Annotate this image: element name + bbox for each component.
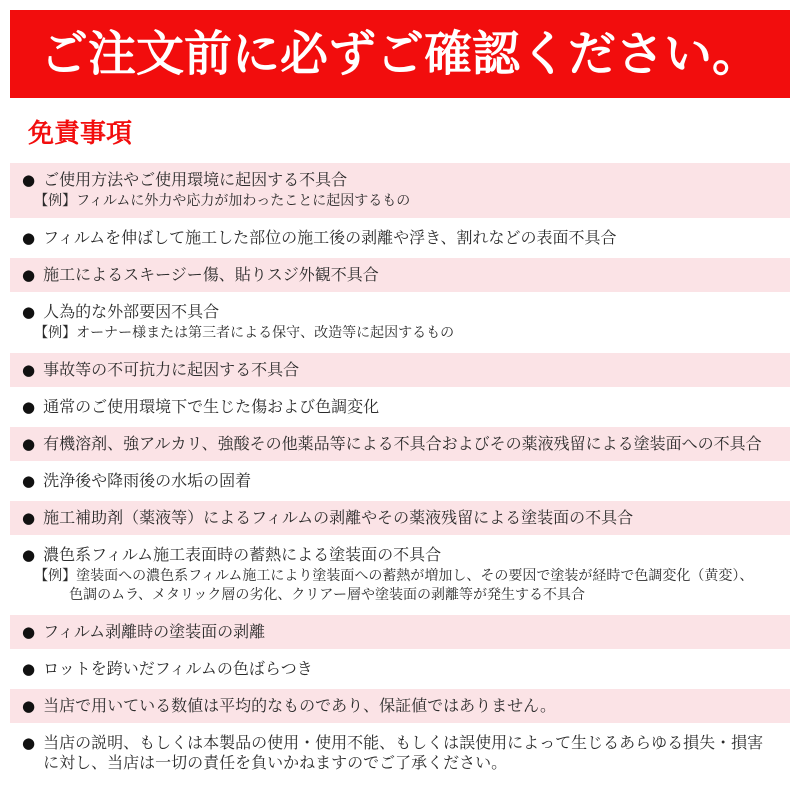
bullet-icon: ● — [22, 360, 36, 379]
item-content — [43, 265, 778, 285]
item-text: 施工補助剤（薬液等）によるフィルムの剥離やその薬液残留による塗装面の不具合 — [43, 507, 634, 527]
item-content — [34, 169, 778, 211]
bullet-icon: ● — [22, 434, 36, 453]
item-content — [43, 397, 778, 417]
bullet-icon: ● — [22, 659, 36, 678]
item-content — [43, 508, 778, 528]
list-item — [10, 501, 790, 535]
item-content — [43, 434, 778, 454]
bullet-icon: ● — [22, 302, 36, 321]
item-text: ロットを跨いだフィルムの色ばらつき — [43, 658, 313, 678]
list-item — [10, 726, 790, 780]
list-item — [10, 258, 790, 292]
list-item — [10, 615, 790, 649]
item-example-text: 色調のムラ、メタリック層の劣化、クリアー層や塗装面の剥離等が発生する不具合 — [69, 586, 585, 603]
item-example-text: 【例】フィルムに外力や応力が加わったことに起因するもの — [34, 192, 411, 209]
item-text: 人為的な外部要因不具合 — [43, 301, 220, 321]
item-content — [43, 622, 778, 642]
item-text: 有機溶剤、強アルカリ、強酸その他薬品等による不具合およびその薬液残留による塗装面への不具合 — [43, 433, 762, 453]
item-text: 濃色系フィルム施工表面時の蓄熱による塗装面の不具合 — [43, 544, 442, 564]
item-text: 通常のご使用環境下で生じた傷および色調変化 — [43, 396, 380, 416]
item-content — [43, 228, 778, 248]
banner-text: ご注文前に必ずご確認ください。 — [39, 26, 760, 82]
list-item — [10, 163, 790, 218]
list-item — [10, 427, 790, 461]
list-item — [10, 464, 790, 498]
item-text: フィルム剥離時の塗装面の剥離 — [43, 621, 266, 641]
item-text: 洗浄後や降雨後の水垢の固着 — [43, 470, 252, 490]
item-text: 事故等の不可抗力に起因する不具合 — [43, 359, 300, 379]
bullet-icon: ● — [22, 397, 36, 416]
bullet-icon: ● — [22, 265, 36, 284]
item-content — [43, 360, 778, 380]
list-item — [10, 353, 790, 387]
item-content — [43, 471, 778, 491]
list-item — [10, 221, 790, 255]
bullet-icon: ● — [22, 622, 36, 641]
item-text: ご使用方法やご使用環境に起因する不具合 — [43, 169, 348, 189]
confirmation-banner — [10, 10, 790, 98]
bullet-icon: ● — [22, 545, 36, 564]
list-item — [10, 390, 790, 424]
disclaimer-heading: 免責事項 — [28, 119, 133, 149]
item-content — [43, 733, 778, 773]
disclaimer-list — [10, 163, 790, 780]
list-item — [10, 689, 790, 723]
item-text: 当店で用いている数値は平均的なものであり、保証値ではありません。 — [43, 695, 557, 715]
item-content — [34, 544, 778, 605]
item-text: フィルムを伸ばして施工した部位の施工後の剥離や浮き、割れなどの表面不具合 — [43, 227, 617, 247]
bullet-icon: ● — [22, 696, 36, 715]
item-text: 当店の説明、もしくは本製品の使用・使用不能、もしくは誤使用によって生じるあらゆる損失・損害に対し、当店は一切の責任を負いかねますのでご了承ください。 — [43, 732, 764, 772]
item-example-text: 【例】オーナー様または第三者による保守、改造等に起因するもの — [34, 324, 455, 341]
bullet-icon: ● — [22, 170, 36, 189]
item-content — [43, 659, 778, 679]
bullet-icon: ● — [22, 508, 36, 527]
list-item — [10, 652, 790, 686]
bullet-icon: ● — [22, 228, 36, 247]
list-item — [10, 538, 790, 612]
item-example-text: 【例】塗装面への濃色系フィルム施工により塗装面への蓄熱が増加し、その要因で塗装が経時で色調変化（黄変）、 — [34, 567, 754, 584]
bullet-icon: ● — [22, 471, 36, 490]
item-content — [43, 696, 778, 716]
item-text: 施工によるスキージー傷、貼りスジ外観不具合 — [43, 264, 379, 284]
item-content — [34, 301, 778, 343]
list-item — [10, 295, 790, 350]
bullet-icon: ● — [22, 733, 36, 752]
